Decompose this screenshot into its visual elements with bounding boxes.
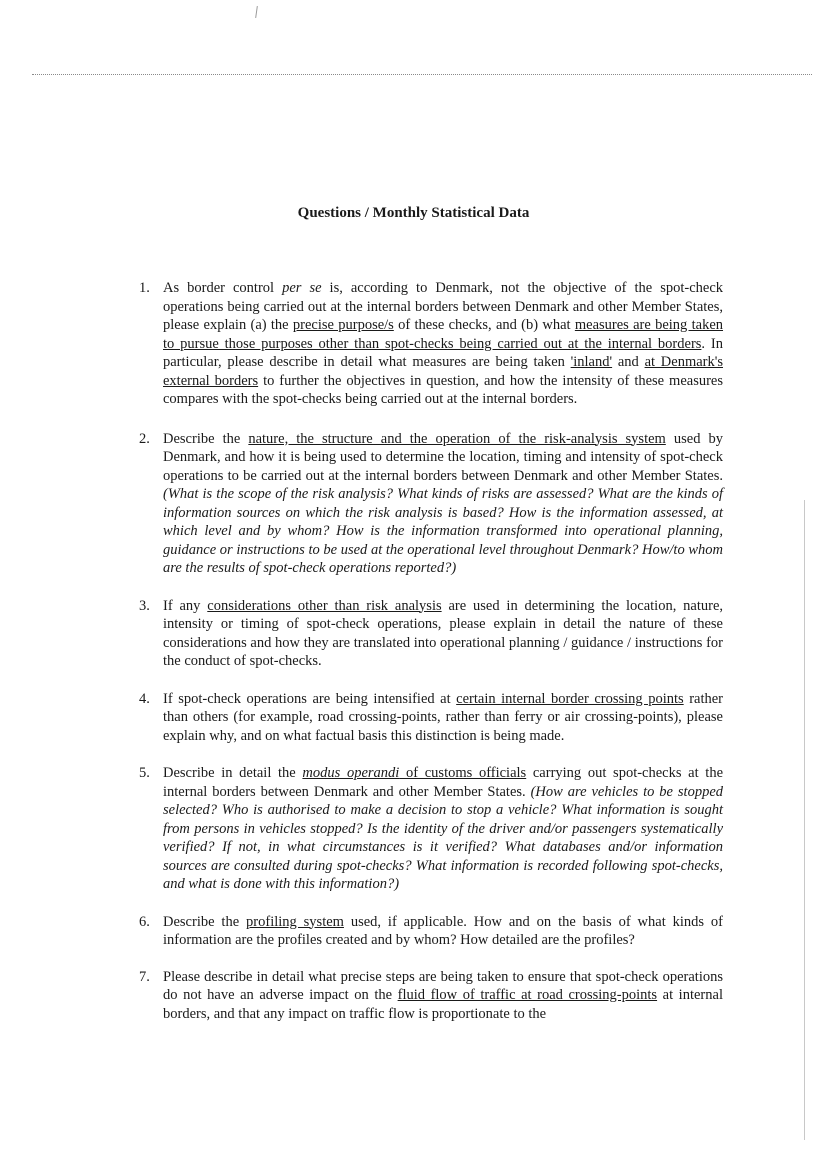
text-segment: Describe in detail the xyxy=(163,765,303,781)
text-segment: measures are being taken to pursue those purposes other than spot-checks being carried out at the internal borders xyxy=(163,317,724,352)
text-segment: Describe the xyxy=(163,913,247,930)
dotted-rule xyxy=(32,74,812,75)
text-segment: per se xyxy=(282,280,322,296)
text-segment: at Denmark's external borders xyxy=(163,354,723,389)
question-text xyxy=(163,280,723,407)
text-segment: of customs officials xyxy=(399,765,527,781)
question-text xyxy=(163,969,723,1022)
question-text xyxy=(163,691,723,744)
text-segment: considerations other than risk analysis xyxy=(207,597,442,614)
text-segment: As border control xyxy=(163,280,283,296)
question-item-6 xyxy=(135,913,723,950)
text-segment: used by Denmark, and how it is being used to determine the location, timing and intensity of spot-check operations to be carried out at the internal borders between Denmark and other Member States. xyxy=(163,430,723,484)
text-segment: modus operandi xyxy=(302,765,400,781)
question-item-2 xyxy=(135,430,723,578)
text-segment: used, if applicable. How and on the basis of what kinds of information are the profiles created and by whom? How detailed are the profiles? xyxy=(163,913,724,948)
text-segment: precise purpose/s xyxy=(292,317,394,333)
question-number: 5. xyxy=(139,765,150,781)
question-item-1 xyxy=(135,279,723,409)
question-text xyxy=(163,431,723,577)
text-segment: to further the objectives in question, and how the intensity of these measures compares with the spot-checks being carried out at the internal borders. xyxy=(163,372,723,407)
text-segment: 'inland' xyxy=(570,354,613,370)
text-segment: (What is the scope of the risk analysis? What kinds of risks are assessed? What are the kinds of information sources on which the risk analysis is based? How is the information assessed, at which level and by whom? How is the information transformed into operational planning, guidance or instructions to be used at the operational level throughout Denmark? How/to whom are the results of spot-check operations reported?) xyxy=(163,486,723,576)
text-segment: fluid flow of traffic at road crossing-points xyxy=(397,987,658,1003)
text-segment: (How are vehicles to be stopped selected? Who is authorised to make a decision to stop a vehicle? What information is sought from persons in vehicles stopped? Is the identity of the driver and/or passengers systematically verified? If not, in what circumstances is it verified? What databases and/or information sources are consulted during spot-checks? What information is recorded following spot-checks, and what is done with this information?) xyxy=(163,783,724,892)
text-segment: are used in determining the location, nature, intensity or timing of spot-check operations, please explain in detail the nature of these considerations and how they are translated into operational planning / guidance / instructions for the conduct of spot-checks. xyxy=(163,597,724,669)
question-text xyxy=(163,765,723,892)
question-item-5 xyxy=(135,764,723,894)
question-number: 6. xyxy=(139,913,150,930)
text-segment: of these checks, and (b) what xyxy=(393,317,575,333)
question-number: 2. xyxy=(139,430,150,447)
text-segment: . In particular, please describe in detail what measures are being taken xyxy=(163,335,723,370)
text-segment: If any xyxy=(163,597,208,614)
question-list xyxy=(135,279,723,1023)
question-text xyxy=(163,914,723,949)
text-segment: at internal borders, and that any impact on traffic flow is proportionate to the xyxy=(163,987,723,1022)
question-item-7 xyxy=(135,968,723,1024)
text-segment: carrying out spot-checks at the internal borders between Denmark and other Member States. xyxy=(163,765,724,800)
text-segment: is, according to Denmark, not the objective of the spot-check operations being carried out at the internal borders between Denmark and other Member States, please explain (a) the xyxy=(163,280,723,333)
text-segment: certain internal border crossing points xyxy=(456,690,684,707)
question-number: 7. xyxy=(139,968,150,985)
question-number: 3. xyxy=(139,597,150,614)
question-item-3 xyxy=(135,597,723,671)
text-segment: Describe the xyxy=(163,430,249,447)
question-item-4 xyxy=(135,690,723,746)
text-segment: rather than others (for example, road crossing-points, rather than ferry or air crossing-points), please explain why, and on what factual basis this distinction is being made. xyxy=(163,690,723,744)
text-segment: Please describe in detail what precise steps are being taken to ensure that spot-check operations do not have an adverse impact on the xyxy=(163,968,723,1003)
text-segment: profiling system xyxy=(246,913,344,930)
question-number: 1. xyxy=(139,280,150,296)
question-number: 4. xyxy=(139,690,150,707)
page-title: Questions / Monthly Statistical Data xyxy=(297,205,530,221)
text-segment: If spot-check operations are being intensified at xyxy=(163,690,457,707)
page-edge-line xyxy=(804,500,805,1140)
question-text xyxy=(163,598,723,670)
scan-mark xyxy=(255,6,258,18)
text-segment: and xyxy=(612,354,645,370)
text-segment: nature, the structure and the operation of the risk-analysis system xyxy=(248,430,666,447)
